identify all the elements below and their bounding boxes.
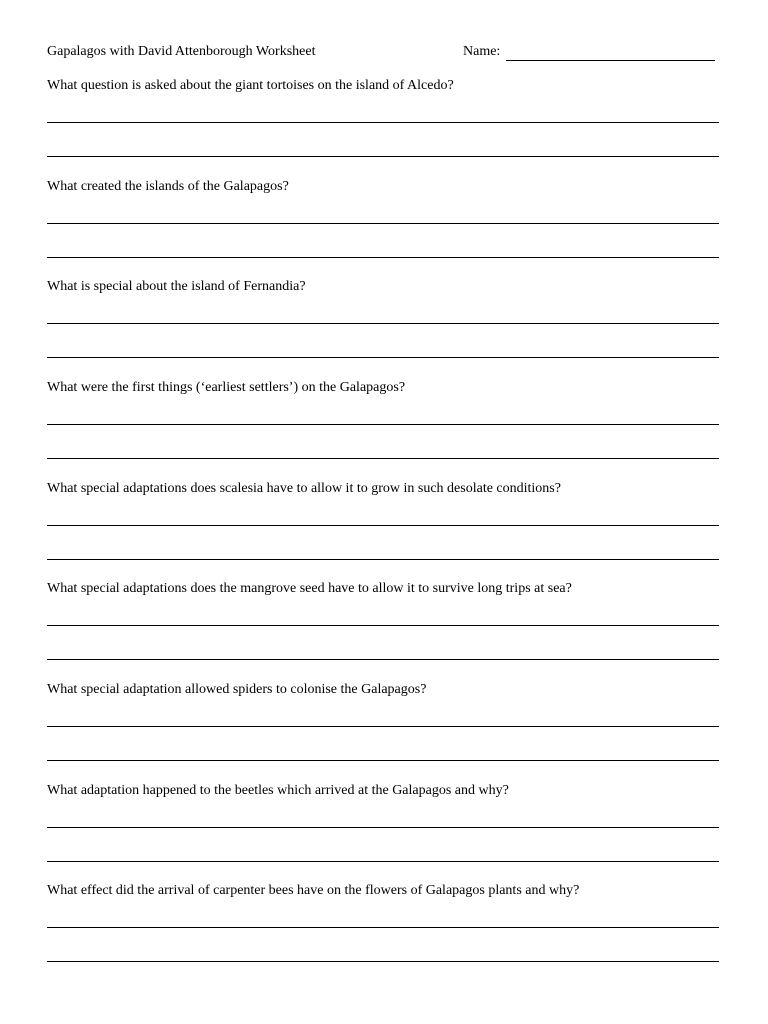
answer-line [47, 726, 719, 727]
question-1 [47, 77, 727, 177]
answer-line [47, 927, 719, 928]
question-7 [47, 681, 727, 781]
answer-line [47, 525, 719, 526]
question-3 [47, 278, 727, 378]
question-text: What effect did the arrival of carpenter bees have on the flowers of Galapagos plants and why? [47, 883, 580, 898]
answer-line [47, 458, 719, 459]
answer-line [47, 827, 719, 828]
answer-line [47, 659, 719, 660]
answer-line [47, 559, 719, 560]
answer-line [47, 357, 719, 358]
answer-line [47, 961, 719, 962]
question-text: What special adaptations does scalesia have to allow it to grow in such desolate conditions? [47, 481, 561, 496]
answer-line [47, 760, 719, 761]
question-8 [47, 782, 727, 882]
question-text: What were the first things (‘earliest settlers’) on the Galapagos? [47, 380, 406, 395]
answer-line [47, 122, 719, 123]
question-text: What is special about the island of Fernandia? [47, 279, 306, 294]
question-text: What question is asked about the giant tortoises on the island of Alcedo? [47, 78, 454, 93]
question-6 [47, 580, 727, 680]
answer-line [47, 323, 719, 324]
answer-line [47, 625, 719, 626]
answer-line [47, 223, 719, 224]
answer-line [47, 156, 719, 157]
question-2 [47, 178, 727, 278]
answer-line [47, 861, 719, 862]
worksheet-title: Gapalagos with David Attenborough Worksheet [47, 44, 316, 59]
question-4 [47, 379, 727, 479]
question-9 [47, 882, 727, 982]
name-label: Name: [463, 44, 501, 59]
question-text: What created the islands of the Galapagos? [47, 179, 289, 194]
question-5 [47, 480, 727, 580]
answer-line [47, 424, 719, 425]
name-answer-line [506, 60, 715, 61]
answer-line [47, 257, 719, 258]
question-text: What adaptation happened to the beetles which arrived at the Galapagos and why? [47, 783, 509, 798]
question-text: What special adaptations does the mangrove seed have to allow it to survive long trips at sea? [47, 581, 572, 596]
question-text: What special adaptation allowed spiders to colonise the Galapagos? [47, 682, 427, 697]
